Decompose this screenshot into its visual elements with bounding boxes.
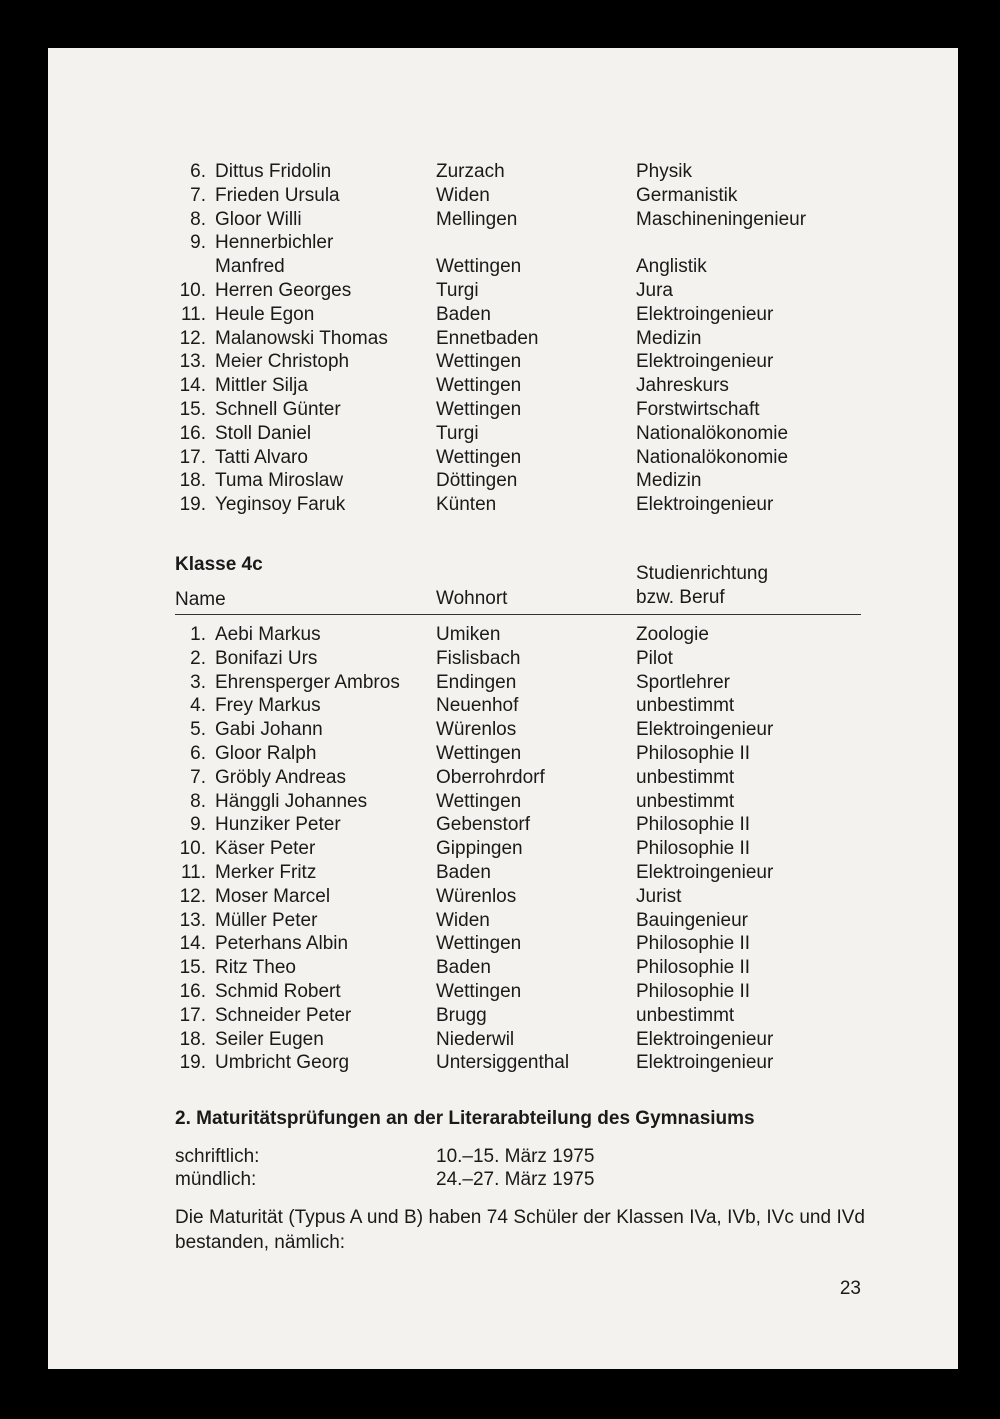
table-row xyxy=(48,374,958,398)
student-name: Seiler Eugen xyxy=(215,1028,324,1050)
row-number: 10. xyxy=(179,279,206,301)
table-row xyxy=(48,469,958,493)
residence: Turgi xyxy=(436,422,479,444)
field-of-study: Jura xyxy=(636,279,673,301)
residence: Brugg xyxy=(436,1004,487,1026)
student-name: Yeginsoy Faruk xyxy=(215,494,346,516)
field-of-study: Zoologie xyxy=(636,624,709,645)
table-row xyxy=(48,231,958,279)
student-name: Heule Egon xyxy=(215,303,315,325)
field-of-study: Elektroingenieur xyxy=(636,494,774,516)
oral-exam-date: 24.–27. März 1975 xyxy=(436,1169,595,1190)
residence: Zurzach xyxy=(436,161,505,182)
row-number: 12. xyxy=(179,885,206,907)
row-number: 2. xyxy=(190,647,206,669)
student-list-previous-class xyxy=(48,160,958,517)
residence: Niederwil xyxy=(436,1028,515,1050)
field-of-study: Physik xyxy=(636,161,692,182)
row-number: 13. xyxy=(179,909,206,931)
student-name: Herren Georges xyxy=(215,279,352,301)
row-number: 13. xyxy=(179,351,206,373)
table-row xyxy=(48,694,958,718)
field-of-study: Anglistik xyxy=(636,256,707,278)
table-row xyxy=(48,647,958,671)
row-number: 14. xyxy=(179,375,206,397)
row-number: 19. xyxy=(179,494,206,516)
student-name: Peterhans Albin xyxy=(215,933,349,955)
row-number: 3. xyxy=(190,671,206,693)
student-name: Gröbly Andreas xyxy=(215,766,346,788)
residence: Baden xyxy=(436,861,491,883)
row-number: 18. xyxy=(179,1028,206,1050)
table-row xyxy=(48,909,958,933)
residence: Baden xyxy=(436,303,491,325)
row-number: 7. xyxy=(190,184,206,206)
row-number: 8. xyxy=(190,208,206,230)
student-name: Tatti Alvaro xyxy=(215,446,308,468)
field-of-study: Jurist xyxy=(636,885,682,907)
field-of-study: unbestimmt xyxy=(636,1004,735,1026)
row-number: 11. xyxy=(180,861,206,883)
table-row xyxy=(48,790,958,814)
residence: Wettingen xyxy=(436,933,522,955)
field-of-study: Sportlehrer xyxy=(636,671,730,693)
residence: Oberrohrdorf xyxy=(436,766,545,788)
oral-exam-label: mündlich: xyxy=(175,1169,257,1190)
row-number: 17. xyxy=(179,446,206,468)
field-of-study: Philosophie II xyxy=(636,814,751,836)
residence: Ennetbaden xyxy=(436,327,539,349)
student-name: Gabi Johann xyxy=(215,719,323,741)
table-row xyxy=(48,493,958,517)
row-number: 1. xyxy=(190,624,206,645)
student-name: Ritz Theo xyxy=(215,957,296,979)
student-name: Schnell Günter xyxy=(215,398,341,420)
field-of-study: Maschineningenieur xyxy=(636,208,807,230)
residence: Würenlos xyxy=(436,885,517,907)
residence: Wettingen xyxy=(436,790,522,812)
table-row xyxy=(48,671,958,695)
summary-paragraph: Die Maturität (Typus A und B) haben 74 Schüler der Klassen IVa, IVb, IVc und IVd bestanden, nämlich: xyxy=(175,1207,865,1253)
row-number: 9. xyxy=(190,232,206,254)
field-of-study: unbestimmt xyxy=(636,695,735,717)
row-number: 16. xyxy=(179,422,206,444)
header-divider xyxy=(175,614,861,615)
row-number: 4. xyxy=(190,695,206,717)
student-name: Merker Fritz xyxy=(215,861,317,883)
field-of-study: Elektroingenieur xyxy=(636,1028,774,1050)
student-name: Dittus Fridolin xyxy=(215,161,332,182)
field-of-study: Bauingenieur xyxy=(636,909,748,931)
table-row xyxy=(48,718,958,742)
student-name: Ehrensperger Ambros xyxy=(215,671,400,693)
residence: Würenlos xyxy=(436,719,517,741)
field-of-study: Medizin xyxy=(636,327,702,349)
column-header-town: Wohnort xyxy=(436,588,508,609)
table-row xyxy=(48,766,958,790)
student-name: Hänggli Johannes xyxy=(215,790,368,812)
student-name: Moser Marcel xyxy=(215,885,331,907)
residence: Umiken xyxy=(436,624,501,645)
row-number: 6. xyxy=(190,742,206,764)
residence: Wettingen xyxy=(436,980,522,1002)
student-name: Tuma Miroslaw xyxy=(215,470,344,492)
field-of-study: Forstwirtschaft xyxy=(636,398,760,420)
field-of-study: Philosophie II xyxy=(636,980,751,1002)
field-of-study: Elektroingenieur xyxy=(636,719,774,741)
table-row xyxy=(48,885,958,909)
residence: Turgi xyxy=(436,279,479,301)
residence: Gippingen xyxy=(436,838,523,860)
field-of-study: Germanistik xyxy=(636,184,738,206)
student-name: Käser Peter xyxy=(215,838,316,860)
row-number: 5. xyxy=(190,719,206,741)
row-number: 9. xyxy=(190,814,206,836)
table-row xyxy=(48,742,958,766)
written-exam-date: 10.–15. März 1975 xyxy=(436,1146,595,1167)
residence: Wettingen xyxy=(436,256,522,278)
field-of-study: unbestimmt xyxy=(636,766,735,788)
residence: Widen xyxy=(436,184,490,206)
residence: Baden xyxy=(436,957,491,979)
table-row xyxy=(48,350,958,374)
student-name-continued: Manfred xyxy=(215,256,285,278)
residence: Wettingen xyxy=(436,398,522,420)
table-row xyxy=(48,446,958,470)
table-row xyxy=(48,980,958,1004)
student-name: Schneider Peter xyxy=(215,1004,352,1026)
field-of-study: Pilot xyxy=(636,647,673,669)
row-number: 17. xyxy=(179,1004,206,1026)
residence: Wettingen xyxy=(436,446,522,468)
student-name: Umbricht Georg xyxy=(215,1052,350,1074)
student-name: Meier Christoph xyxy=(215,351,350,373)
student-name: Mittler Silja xyxy=(215,375,308,397)
row-number: 12. xyxy=(179,327,206,349)
student-name: Malanowski Thomas xyxy=(215,327,388,349)
residence: Wettingen xyxy=(436,351,522,373)
written-exam-label: schriftlich: xyxy=(175,1146,260,1167)
row-number: 18. xyxy=(179,470,206,492)
table-row xyxy=(48,279,958,303)
table-row xyxy=(48,932,958,956)
field-of-study: Philosophie II xyxy=(636,957,751,979)
table-row xyxy=(48,160,958,184)
table-row xyxy=(48,1028,958,1052)
student-name: Gloor Ralph xyxy=(215,742,317,764)
column-header-study-line2: bzw. Beruf xyxy=(636,587,725,608)
field-of-study: Elektroingenieur xyxy=(636,303,774,325)
row-number: 14. xyxy=(179,933,206,955)
field-of-study: Elektroingenieur xyxy=(636,861,774,883)
student-name: Müller Peter xyxy=(215,909,318,931)
table-row xyxy=(48,861,958,885)
column-header-study-line1: Studienrichtung xyxy=(636,563,769,584)
table-row xyxy=(48,208,958,232)
table-row xyxy=(48,623,958,647)
row-number: 7. xyxy=(190,766,206,788)
student-list-class-4c xyxy=(48,623,958,1075)
field-of-study: Medizin xyxy=(636,470,702,492)
table-row xyxy=(48,956,958,980)
residence: Fislisbach xyxy=(436,647,521,669)
student-name: Schmid Robert xyxy=(215,980,341,1002)
table-row xyxy=(48,1051,958,1075)
field-of-study: Nationalökonomie xyxy=(636,446,789,468)
student-name: Stoll Daniel xyxy=(215,422,312,444)
field-of-study: Elektroingenieur xyxy=(636,351,774,373)
row-number: 15. xyxy=(179,957,206,979)
table-row xyxy=(48,1004,958,1028)
row-number: 19. xyxy=(179,1052,206,1074)
table-row xyxy=(48,184,958,208)
row-number: 11. xyxy=(180,303,206,325)
row-number: 6. xyxy=(190,161,206,182)
field-of-study: Nationalökonomie xyxy=(636,422,789,444)
residence: Neuenhof xyxy=(436,695,519,717)
residence: Künten xyxy=(436,494,497,516)
table-row xyxy=(48,422,958,446)
column-header-name: Name xyxy=(175,589,226,610)
residence: Wettingen xyxy=(436,742,522,764)
table-row xyxy=(48,303,958,327)
student-name: Gloor Willi xyxy=(215,208,302,230)
page-number: 23 xyxy=(839,1278,861,1299)
table-row xyxy=(48,813,958,837)
field-of-study: Philosophie II xyxy=(636,838,751,860)
field-of-study: Jahreskurs xyxy=(636,375,729,397)
field-of-study: Philosophie II xyxy=(636,742,751,764)
residence: Mellingen xyxy=(436,208,518,230)
residence: Widen xyxy=(436,909,490,931)
student-name: Aebi Markus xyxy=(215,624,321,645)
residence: Untersiggenthal xyxy=(436,1052,570,1074)
residence: Endingen xyxy=(436,671,517,693)
student-name: Bonifazi Urs xyxy=(215,647,318,669)
row-number: 15. xyxy=(179,398,206,420)
table-row xyxy=(48,837,958,861)
table-row xyxy=(48,327,958,351)
table-row xyxy=(48,398,958,422)
residence: Gebenstorf xyxy=(436,814,530,836)
field-of-study: Philosophie II xyxy=(636,933,751,955)
residence: Wettingen xyxy=(436,375,522,397)
field-of-study: unbestimmt xyxy=(636,790,735,812)
field-of-study: Elektroingenieur xyxy=(636,1052,774,1074)
row-number: 10. xyxy=(179,838,206,860)
class-title: Klasse 4c xyxy=(175,554,263,575)
student-name: Frey Markus xyxy=(215,695,321,717)
document-page xyxy=(48,48,958,1369)
student-name: Frieden Ursula xyxy=(215,184,340,206)
student-name: Hunziker Peter xyxy=(215,814,341,836)
section-heading: 2. Maturitätsprüfungen an der Literarabteilung des Gymnasiums xyxy=(175,1108,755,1129)
row-number: 16. xyxy=(179,980,206,1002)
student-name: Hennerbichler xyxy=(215,232,334,254)
row-number: 8. xyxy=(190,790,206,812)
residence: Döttingen xyxy=(436,470,518,492)
